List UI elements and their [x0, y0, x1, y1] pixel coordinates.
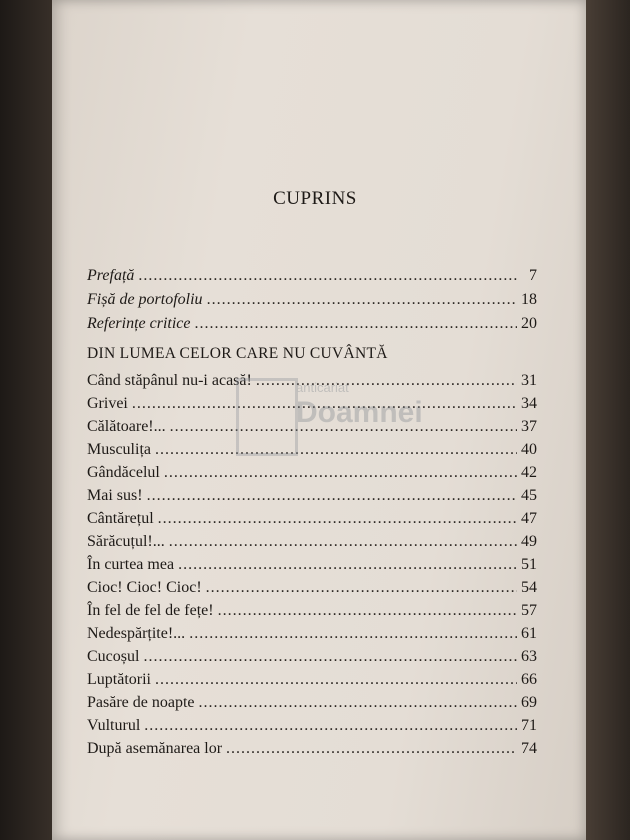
toc-entry-page: 34 [521, 395, 537, 412]
bleed-through-text [416, 40, 546, 300]
toc-entry-page: 40 [521, 441, 537, 458]
toc-entry [87, 715, 537, 737]
toc-entry [87, 623, 537, 645]
toc-entry-page: 49 [521, 533, 537, 550]
toc-entry-page: 31 [521, 372, 537, 389]
toc-entry [87, 462, 537, 484]
toc-entry-page: 51 [521, 556, 537, 573]
toc-entry [87, 692, 537, 714]
toc-entry-page: 54 [521, 579, 537, 596]
toc-entry [87, 669, 537, 691]
toc-entry-label: Cântărețul [87, 510, 154, 527]
toc-entry-page: 74 [521, 740, 537, 757]
dot-leader [144, 715, 517, 737]
toc-entry-page: 63 [521, 648, 537, 665]
toc-entry [87, 738, 537, 760]
toc-entry-label: Prefață [87, 267, 135, 284]
toc-entry-label: Călătoare!... [87, 418, 166, 435]
dot-leader [189, 623, 517, 645]
toc-entry-page: 66 [521, 671, 537, 688]
toc-entry-page: 47 [521, 510, 537, 527]
dot-leader [158, 508, 517, 530]
toc-entry-label: Musculița [87, 441, 151, 458]
toc-entry-page: 7 [529, 267, 537, 284]
toc-entry-page: 71 [521, 717, 537, 734]
watermark-logo-icon [236, 378, 298, 456]
toc-entry-label: În fel de fel de fețe! [87, 602, 214, 619]
toc-entry-label: Luptătorii [87, 671, 151, 688]
dot-leader [147, 485, 517, 507]
dot-leader [195, 313, 517, 335]
dot-leader [138, 265, 519, 287]
toc-entry-page: 57 [521, 602, 537, 619]
toc-entry [87, 289, 537, 311]
toc-entry [87, 531, 537, 553]
toc-entry [87, 600, 537, 622]
dot-leader [199, 692, 517, 714]
toc-entry-page: 42 [521, 464, 537, 481]
dot-leader [164, 462, 517, 484]
toc-entry-page: 18 [521, 291, 537, 308]
toc-entry-label: Referințe critice [87, 315, 191, 332]
background-left [0, 0, 60, 840]
dot-leader [218, 600, 517, 622]
watermark-small-text: anticariat [296, 380, 349, 395]
toc-entry-label: Mai sus! [87, 487, 143, 504]
background-right [584, 0, 630, 840]
toc-entry [87, 485, 537, 507]
toc-entry-page: 45 [521, 487, 537, 504]
toc-entry-label: Gândăcelul [87, 464, 160, 481]
page-title: CUPRINS [273, 188, 357, 209]
toc-entry-label: Pasăre de noapte [87, 694, 195, 711]
dot-leader [206, 577, 517, 599]
toc-entry-label: Fișă de portofoliu [87, 291, 203, 308]
dot-leader [169, 531, 517, 553]
toc-entry-label: Grivei [87, 395, 128, 412]
toc-entry-page: 37 [521, 418, 537, 435]
toc-entry [87, 508, 537, 530]
toc-entry-page: 61 [521, 625, 537, 642]
section-heading: DIN LUMEA CELOR CARE NU CUVÂNTĂ [87, 345, 388, 362]
toc-entry-label: Cucoșul [87, 648, 140, 665]
toc-entry-label: Nedespărțite!... [87, 625, 186, 642]
dot-leader [226, 738, 517, 760]
toc-entry [87, 646, 537, 668]
watermark-big-text: Doamnei [296, 396, 423, 429]
toc-entry-page: 20 [521, 315, 537, 332]
toc-entry-label: Sărăcuțul!... [87, 533, 165, 550]
dot-leader [178, 554, 517, 576]
watermark [236, 378, 423, 458]
toc-entry-label: Vulturul [87, 717, 141, 734]
toc-entry [87, 554, 537, 576]
toc-entry [87, 265, 537, 287]
toc-entry-page: 69 [521, 694, 537, 711]
dot-leader [143, 646, 517, 668]
toc-entry [87, 577, 537, 599]
dot-leader [207, 289, 517, 311]
toc-entry-label: În curtea mea [87, 556, 175, 573]
toc-entry [87, 313, 537, 335]
toc-entry-label: După asemănarea lor [87, 740, 223, 757]
dot-leader [155, 669, 517, 691]
toc-entry-label: Când stăpânul nu-i acasă! [87, 372, 252, 389]
toc-entry-label: Cioc! Cioc! Cioc! [87, 579, 202, 596]
